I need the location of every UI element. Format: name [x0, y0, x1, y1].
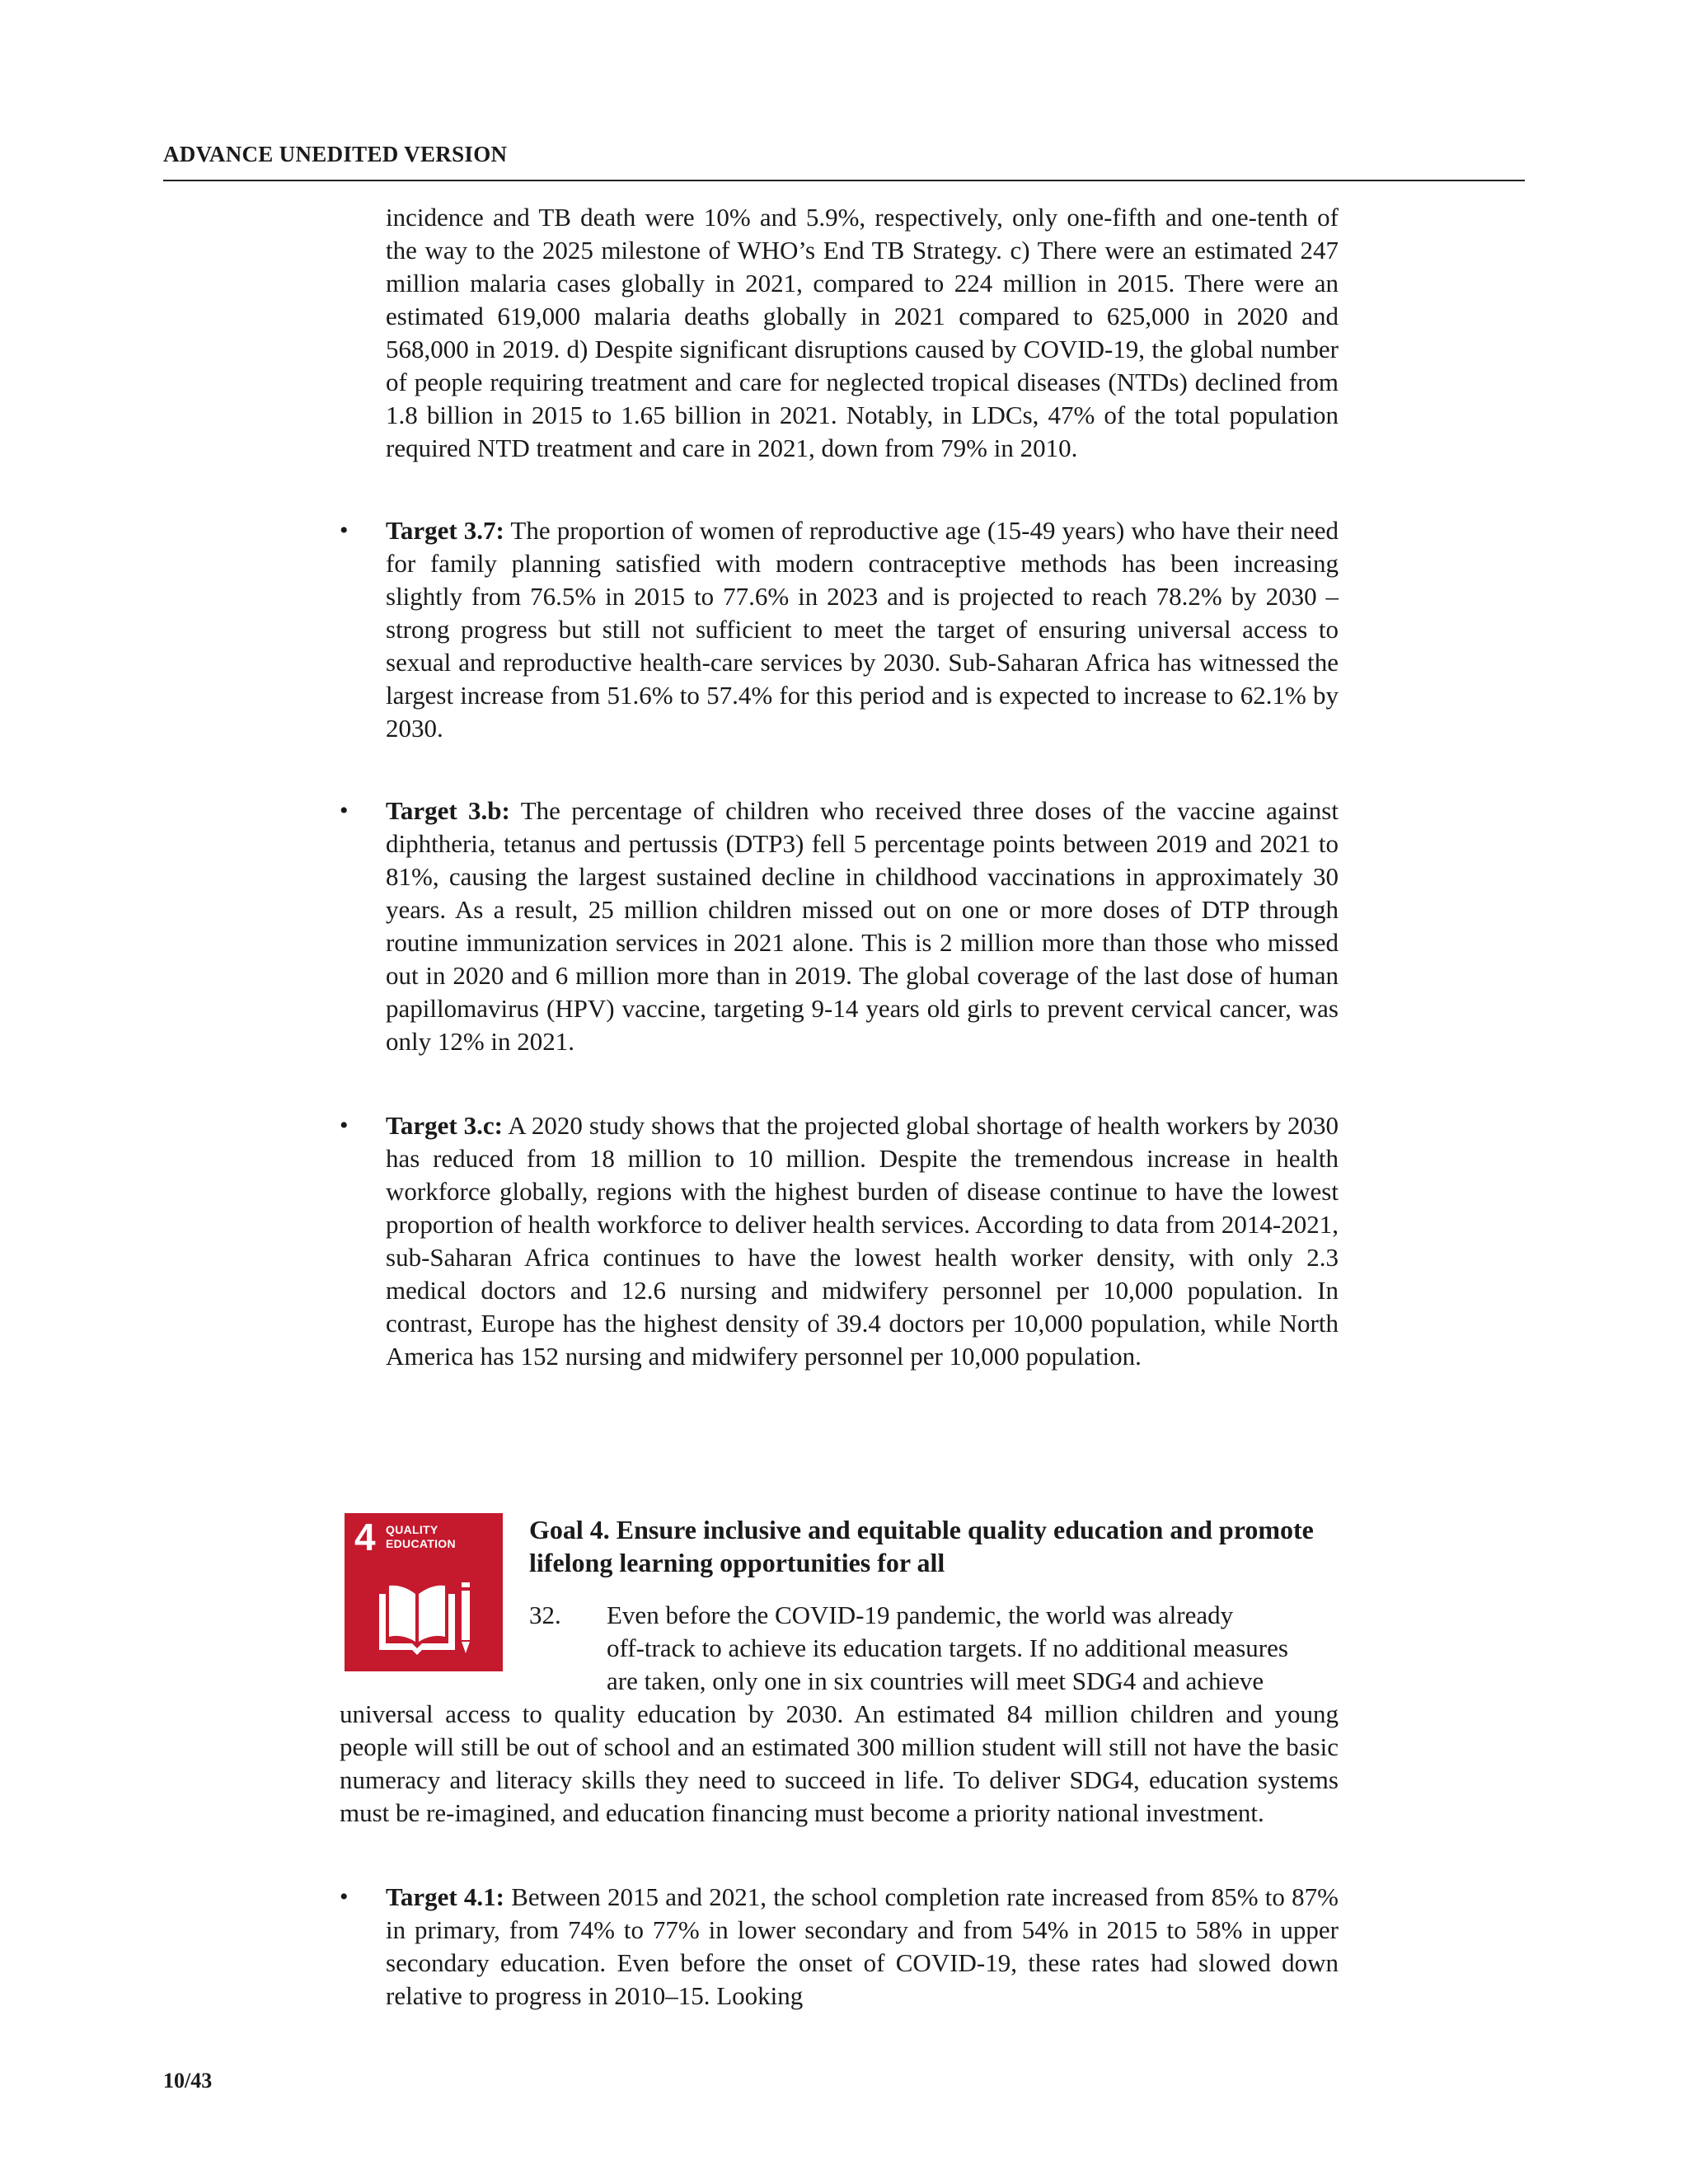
goal-icon-label	[386, 1523, 493, 1551]
paragraph-number: 32.	[529, 1601, 561, 1629]
header-label: ADVANCE UNEDITED VERSION	[163, 142, 508, 166]
page-number: 10/43	[163, 2069, 213, 2093]
paragraph-line	[529, 1599, 1337, 1632]
page-header	[163, 138, 1525, 181]
sdg4-quality-education-icon	[345, 1513, 503, 1671]
target-text: The percentage of children who received three doses of the vaccine against diphtheria, tetanus and pertussis (DTP3) fell 5 percentage points between 2019 and 2021 to 81%, causing the largest sustained decline in childhood vaccinations in approximately 30 years. As a result, 25 million children missed out on one or more doses of DTP through routine immunization services in 2021 alone. This is 2 million more than those who missed out in 2020 and 6 million more than in 2019. The global coverage of the last dose of human papillomavirus (HPV) vaccine, targeting 9-14 years old girls to prevent cervical cancer, was only 12% in 2021.	[386, 796, 1339, 1056]
target-label: Target 3.7:	[386, 516, 504, 545]
goal-icon-number: 4	[354, 1516, 376, 1558]
target-3-c-paragraph	[386, 1109, 1339, 1373]
target-3-7-paragraph	[386, 514, 1339, 745]
target-3-b-paragraph	[386, 794, 1339, 1058]
target-label: Target 4.1:	[386, 1882, 504, 1911]
paragraph-line-text: Even before the COVID-19 pandemic, the world was already	[607, 1601, 1234, 1629]
goal-4-heading: Goal 4. Ensure inclusive and equitable quality education and promote lifelong learning opportunities for all	[529, 1515, 1314, 1577]
goal-icon-label-line: EDUCATION	[386, 1537, 456, 1550]
target-label: Target 3.c:	[386, 1111, 503, 1140]
paragraph-32-wrapped-lines	[529, 1599, 1337, 1698]
target-text: The proportion of women of reproductive age (15-49 years) who have their need for family planning satisfied with modern contraceptive methods has been increasing slightly from 76.5% in 2015 to 77.6% in 2023 and is projected to reach 78.2% by 2030 – strong progress but still not sufficient to meet the target of ensuring universal access to sexual and reproductive health-care services by 2030. Sub-Saharan Africa has witnessed the largest increase from 51.6% to 57.4% for this period and is expected to increase to 62.1% by 2030.	[386, 516, 1339, 743]
bullet-symbol: •	[340, 797, 349, 824]
target-4-1-paragraph	[386, 1881, 1339, 2013]
paragraph-line: are taken, only one in six countries will meet SDG4 and achieve	[607, 1666, 1264, 1695]
bullet-symbol: •	[340, 517, 349, 544]
goal-icon-label-line: QUALITY	[386, 1523, 438, 1536]
bullet-symbol: •	[340, 1112, 349, 1139]
open-book-pencil-icon	[376, 1582, 475, 1657]
continuation-paragraph: incidence and TB death were 10% and 5.9%, respectively, only one-fifth and one-tenth of the way to the 2025 milestone of WHO’s End TB Strategy. c) There were an estimated 247 million malaria cases globally in 2021, compared to 224 million in 2015. There were an estimated 619,000 malaria deaths globally in 2021 compared to 625,000 in 2020 and 568,000 in 2019. d) Despite significant disruptions caused by COVID-19, the global number of people requiring treatment and care for neglected tropical diseases (NTDs) declined from 1.8 billion in 2015 to 1.65 billion in 2021. Notably, in LDCs, 47% of the total population required NTD treatment and care in 2021, down from 79% in 2010.	[386, 203, 1339, 462]
target-text: A 2020 study shows that the projected global shortage of health workers by 2030 has reduced from 18 million to 10 million. Despite the tremendous increase in health workforce globally, regions with the highest burden of disease continue to have the lowest proportion of health workforce to deliver health services. According to data from 2014-2021, sub-Saharan Africa continues to have the lowest health worker density, with only 2.3 medical doctors and 12.6 nursing and midwifery personnel per 10,000 population. In contrast, Europe has the highest density of 39.4 doctors per 10,000 population, while North America has 152 nursing and midwifery personnel per 10,000 population.	[386, 1111, 1339, 1371]
target-label: Target 3.b:	[386, 796, 510, 825]
bullet-symbol: •	[340, 1883, 349, 1910]
paragraph-32-continuation: universal access to quality education by 2030. An estimated 84 million children and young people will still be out of school and an estimated 300 million student will still not have the basic numeracy and literacy skills they need to succeed in life. To deliver SDG4, education systems must be re-imagined, and education financing must become a priority national investment.	[340, 1699, 1339, 1827]
paragraph-line: off-track to achieve its education targets. If no additional measures	[607, 1633, 1288, 1662]
target-text: Between 2015 and 2021, the school completion rate increased from 85% to 87% in primary, from 74% to 77% in lower secondary and from 54% in 2015 to 58% in upper secondary education. Even before the onset of COVID-19, these rates had slowed down relative to progress in 2010–15. Looking	[386, 1882, 1339, 2010]
